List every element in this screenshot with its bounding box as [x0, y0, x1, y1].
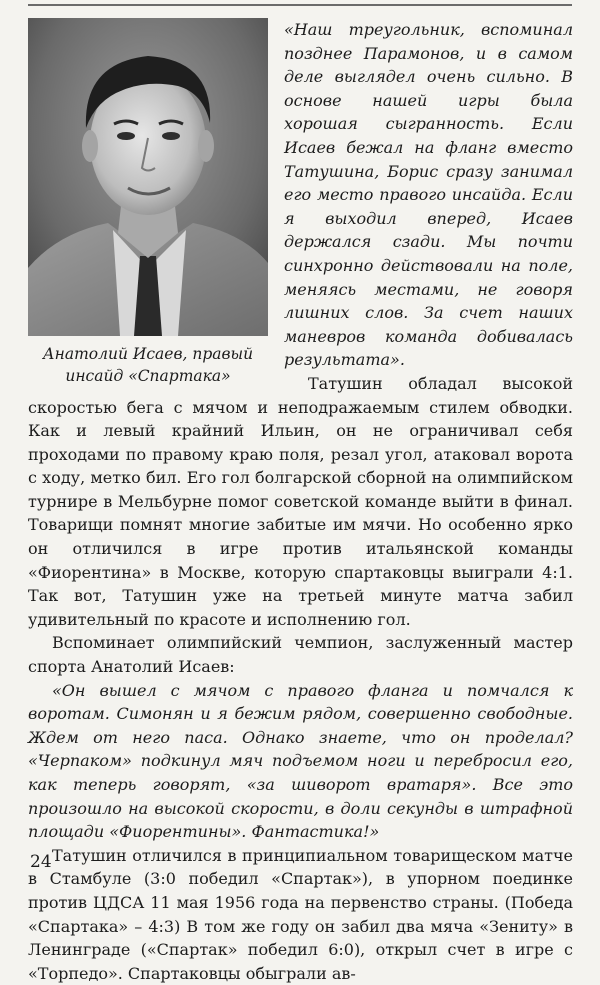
page-number: 24 — [30, 852, 52, 872]
paragraph-tatushin-skills: Татушин обладал высокой скоростью бега с мячом и неподражаемым стилем обводки. Как и левый крайний Ильин, он не ограничивал себя проходами по правому краю поля, резал угол, атаковал ворота с ходу, метко бил. Его гол болгарской сборной на олимпийском турнире в Мельбурне помог советской команде выйти в финал. Товарищи помнят многие забитые им мячи. Но особенно ярко он отличился в игре против итальянской команды «Фиорентина» в Москве, которую спартаковцы выиграли 4:1. Так вот, Татушин уже на третьей минуте матча забил удивительный по красоте и исполнению гол. — [28, 373, 573, 629]
quote-paramonov: «Наш треугольник, вспоминал позднее Парамонов, и в самом деле выглядел очень сильно. В основе нашей игры была хорошая сыгранность. Если Исаев бежал на фланг вместо Татушина, Борис сразу занимал его место правого инсайда. Если я выходил вперед, Исаев держался сзади. Мы почти синхронно действовали на поле, меняясь местами, не говоря лишних слов. За счет наших маневров команда добивалась результата». — [284, 20, 573, 370]
portrait-illustration — [28, 18, 268, 336]
page-body — [28, 18, 573, 985]
photo-caption: Анатолий Исаев, правый инсайд «Спартака» — [42, 345, 254, 385]
photo-block — [28, 18, 268, 387]
portrait-photo — [28, 18, 268, 336]
top-rule — [28, 4, 572, 6]
quote-isaev: «Он вышел с мячом с правого фланга и помчался к воротам. Симонян и я бежим рядом, совершенно свободные. Ждем от него паса. Однако знаете, что он проделал? «Черпаком» подкинул мяч подъемом ноги и перебросил его, как теперь говорят, «за шиворот вратаря». Все это произошло на высокой скорости, в доли секунды в штрафной площади «Фиорентины». Фантастика!» — [28, 680, 573, 842]
paragraph-tatushin-matches: Татушин отличился в принципиальном товарищеском матче в Стамбуле (3:0 победил «Спартак»), в упорном поединке против ЦДСА 11 мая 1956 года на первенство страны. (Победа «Спартака» – 4:3) В том же году он забил два мяча «Зениту» в Ленинграде («Спартак» победил 6:0), открыл счет в игре с «Торпедо». Спартаковцы обыграли ав- — [28, 845, 573, 983]
paragraph-isaev-intro: Вспоминает олимпийский чемпион, заслуженный мастер спорта Анатолий Исаев: — [28, 633, 573, 677]
